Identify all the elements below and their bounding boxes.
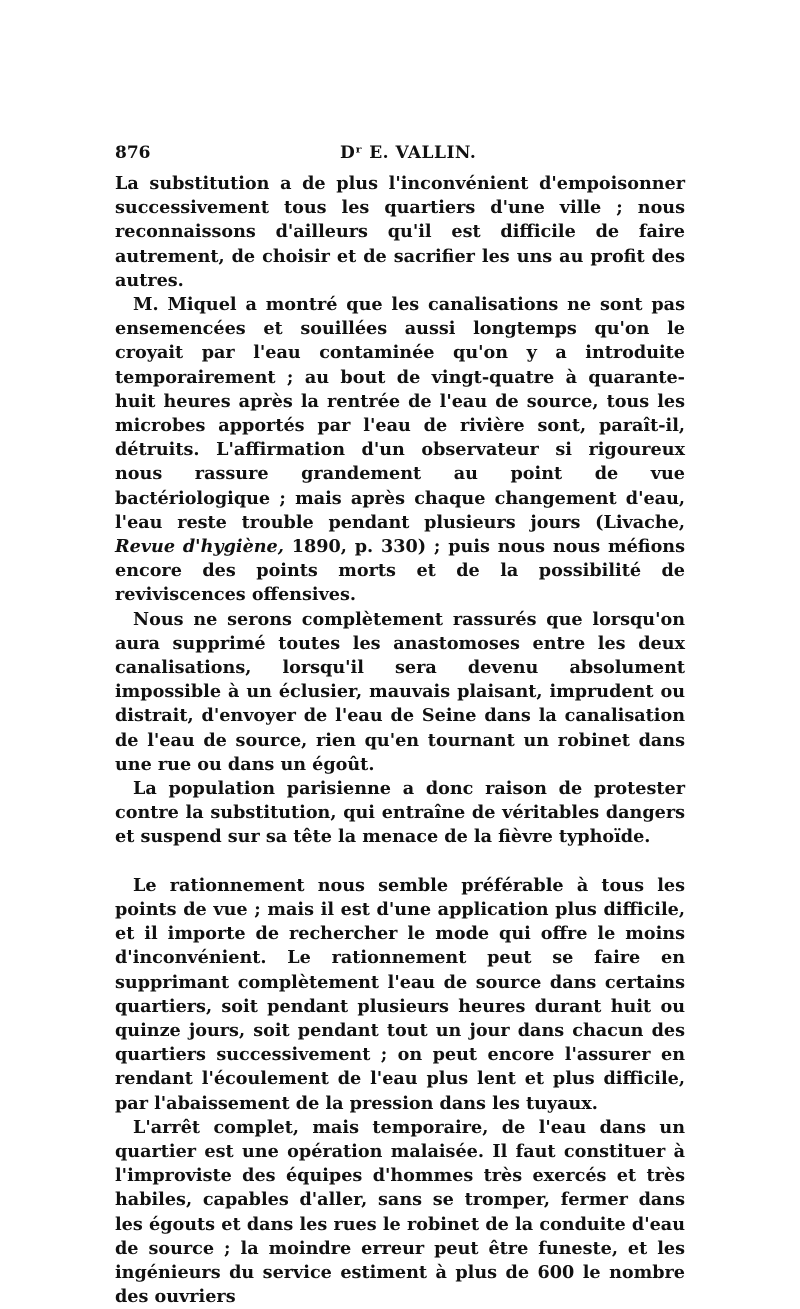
paragraph-6: L'arrêt complet, mais temporaire, de l'eau dans un quartier est une opération malaisée. Il faut constituer à l'improviste des équipes d'hommes très exercés et très habiles, capables d'aller, sans se tromper, fermer dans les égouts et dans les rues le robinet de la conduite d'eau de source ; la moindre erreur peut être funeste, et les ingénieurs du service estiment à plus de 600 le nombre des ouvriers <box>115 1116 685 1308</box>
paragraph-5: Le rationnement nous semble préférable à tous les points de vue ; mais il est d'une application plus difficile, et il importe de rechercher le mode qui offre le moins d'inconvénient. Le rationnement peut se faire en supprimant complètement l'eau de source dans certains quartiers, soit pendant plusieurs heures durant huit ou quinze jours, soit pendant tout un jour dans chacun des quartiers successivement ; on peut encore l'assurer en rendant l'écoulement de l'eau plus lent et plus difficile, par l'abaissement de la pression dans les tuyaux. <box>115 874 685 1114</box>
body-text <box>115 172 685 1309</box>
page-header <box>115 143 685 167</box>
page-number: 876 <box>115 143 151 163</box>
paragraph-2-before: M. Miquel a montré que les canalisations ne sont pas ensemencées et souillées aussi longtemps qu'on le croyait par l'eau contaminée qu'on y a introduite temporairement ; au bout de vingt-quatre à quarante-huit heures après la rentrée de l'eau de source, tous les microbes apportés par l'eau de rivière sont, paraît-il, détruits. L'affirmation d'un observateur si rigoureux nous rassure grandement au point de vue bactériologique ; mais après chaque changement d'eau, l'eau reste trouble pendant plusieurs jours (Livache, <box>115 294 685 533</box>
paragraph-3: Nous ne serons complètement rassurés que lorsqu'on aura supprimé toutes les anastomoses entre les deux canalisations, lorsqu'il sera devenu absolument impossible à un éclusier, mauvais plaisant, imprudent ou distrait, d'envoyer de l'eau de Seine dans la canalisation de l'eau de source, rien qu'en tournant un robinet dans une rue ou dans un égoût. <box>115 608 685 775</box>
paragraph-2-after: 1890, p. 330) ; puis nous nous méfions encore des points morts et de la possibilité de reviviscences offensives. <box>115 536 686 606</box>
paragraph-1: La substitution a de plus l'inconvénient d'empoisonner successivement tous les quartiers d'une ville ; nous reconnaissons d'ailleurs qu'il est difficile de faire autrement, de choisir et de sacrifier les uns au profit des autres. <box>115 173 685 291</box>
running-head: Dʳ E. VALLIN. <box>340 143 477 163</box>
paragraph-4: La population parisienne a donc raison de protester contre la substitution, qui entraîne de véritables dangers et suspend sur sa tête la menace de la fièvre typhoïde. <box>115 778 685 848</box>
paragraph-2 <box>115 293 685 608</box>
journal-title: Revue d'hygiène, <box>115 536 284 558</box>
